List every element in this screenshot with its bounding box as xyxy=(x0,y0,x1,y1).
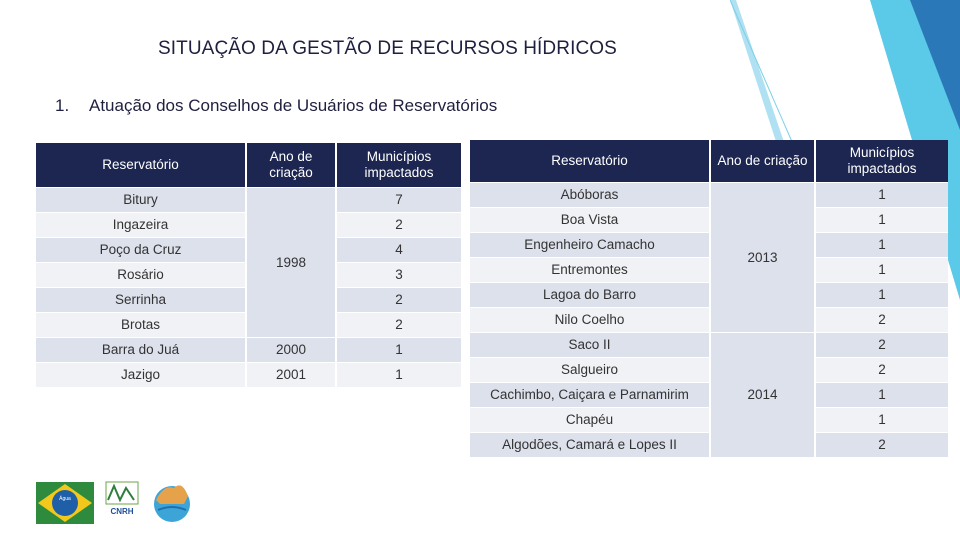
right-reservoir-table xyxy=(470,140,948,458)
cell-reservatorio: Boa Vista xyxy=(470,207,710,232)
header-municipios: Municípios impactados xyxy=(336,143,461,187)
partner-logos xyxy=(34,470,214,540)
agua-logo xyxy=(36,482,94,524)
cell-reservatorio: Ingazeira xyxy=(36,212,246,237)
cell-municipios: 1 xyxy=(815,207,948,232)
header-ano: Ano de criação xyxy=(710,140,815,182)
header-municipios: Municípios impactados xyxy=(815,140,948,182)
cell-ano-merged: 2014 xyxy=(710,332,815,457)
cell-municipios: 2 xyxy=(815,432,948,457)
cell-municipios: 2 xyxy=(336,312,461,337)
cell-reservatorio: Jazigo xyxy=(36,362,246,387)
cell-reservatorio: Salgueiro xyxy=(470,357,710,382)
table-row xyxy=(36,362,461,387)
cell-reservatorio: Chapéu xyxy=(470,407,710,432)
earth-water-logo xyxy=(154,485,190,522)
cell-municipios: 2 xyxy=(815,307,948,332)
cell-reservatorio: Abóboras xyxy=(470,182,710,207)
table-row xyxy=(470,182,948,207)
cell-municipios: 2 xyxy=(336,287,461,312)
table-row xyxy=(470,207,948,232)
cell-municipios: 1 xyxy=(815,182,948,207)
svg-text:Água: Água xyxy=(59,496,71,502)
cell-municipios: 2 xyxy=(815,332,948,357)
cell-reservatorio: Engenheiro Camacho xyxy=(470,232,710,257)
cell-municipios: 4 xyxy=(336,237,461,262)
cell-reservatorio: Cachimbo, Caiçara e Parnamirim xyxy=(470,382,710,407)
cell-municipios: 3 xyxy=(336,262,461,287)
cell-municipios: 2 xyxy=(336,212,461,237)
cell-municipios: 1 xyxy=(815,382,948,407)
cell-ano: 2000 xyxy=(246,337,336,362)
section-heading xyxy=(55,96,497,116)
cell-municipios: 1 xyxy=(336,337,461,362)
cell-reservatorio: Lagoa do Barro xyxy=(470,282,710,307)
cell-municipios: 1 xyxy=(815,407,948,432)
table-row xyxy=(470,257,948,282)
cell-municipios: 2 xyxy=(815,357,948,382)
header-reservatorio: Reservatório xyxy=(36,143,246,187)
header-reservatorio: Reservatório xyxy=(470,140,710,182)
cell-ano-merged: 1998 xyxy=(246,187,336,337)
cell-ano: 2001 xyxy=(246,362,336,387)
table-row xyxy=(36,337,461,362)
slide-title: SITUAÇÃO DA GESTÃO DE RECURSOS HÍDRICOS xyxy=(158,38,617,59)
cell-reservatorio: Rosário xyxy=(36,262,246,287)
svg-text:CNRH: CNRH xyxy=(110,507,134,516)
cell-reservatorio: Brotas xyxy=(36,312,246,337)
table-row xyxy=(470,282,948,307)
cnrh-logo xyxy=(106,482,138,516)
table-row xyxy=(36,187,461,212)
section-title: Atuação dos Conselhos de Usuários de Reservatórios xyxy=(89,96,498,115)
cell-ano-merged: 2013 xyxy=(710,182,815,332)
table-row xyxy=(470,357,948,382)
cell-municipios: 1 xyxy=(815,282,948,307)
cell-reservatorio: Nilo Coelho xyxy=(470,307,710,332)
table-row xyxy=(470,407,948,432)
cell-reservatorio: Serrinha xyxy=(36,287,246,312)
cell-reservatorio: Poço da Cruz xyxy=(36,237,246,262)
table-row xyxy=(470,432,948,457)
cell-municipios: 1 xyxy=(336,362,461,387)
cell-municipios: 7 xyxy=(336,187,461,212)
cell-municipios: 1 xyxy=(815,232,948,257)
cell-reservatorio: Bitury xyxy=(36,187,246,212)
table-row xyxy=(470,307,948,332)
cell-reservatorio: Entremontes xyxy=(470,257,710,282)
cell-municipios: 1 xyxy=(815,257,948,282)
left-reservoir-table xyxy=(36,143,461,388)
section-number: 1. xyxy=(55,96,70,115)
cell-reservatorio: Saco II xyxy=(470,332,710,357)
cell-reservatorio: Algodões, Camará e Lopes II xyxy=(470,432,710,457)
table-row xyxy=(470,332,948,357)
table-row xyxy=(470,382,948,407)
header-ano: Ano de criação xyxy=(246,143,336,187)
table-row xyxy=(470,232,948,257)
cell-reservatorio: Barra do Juá xyxy=(36,337,246,362)
